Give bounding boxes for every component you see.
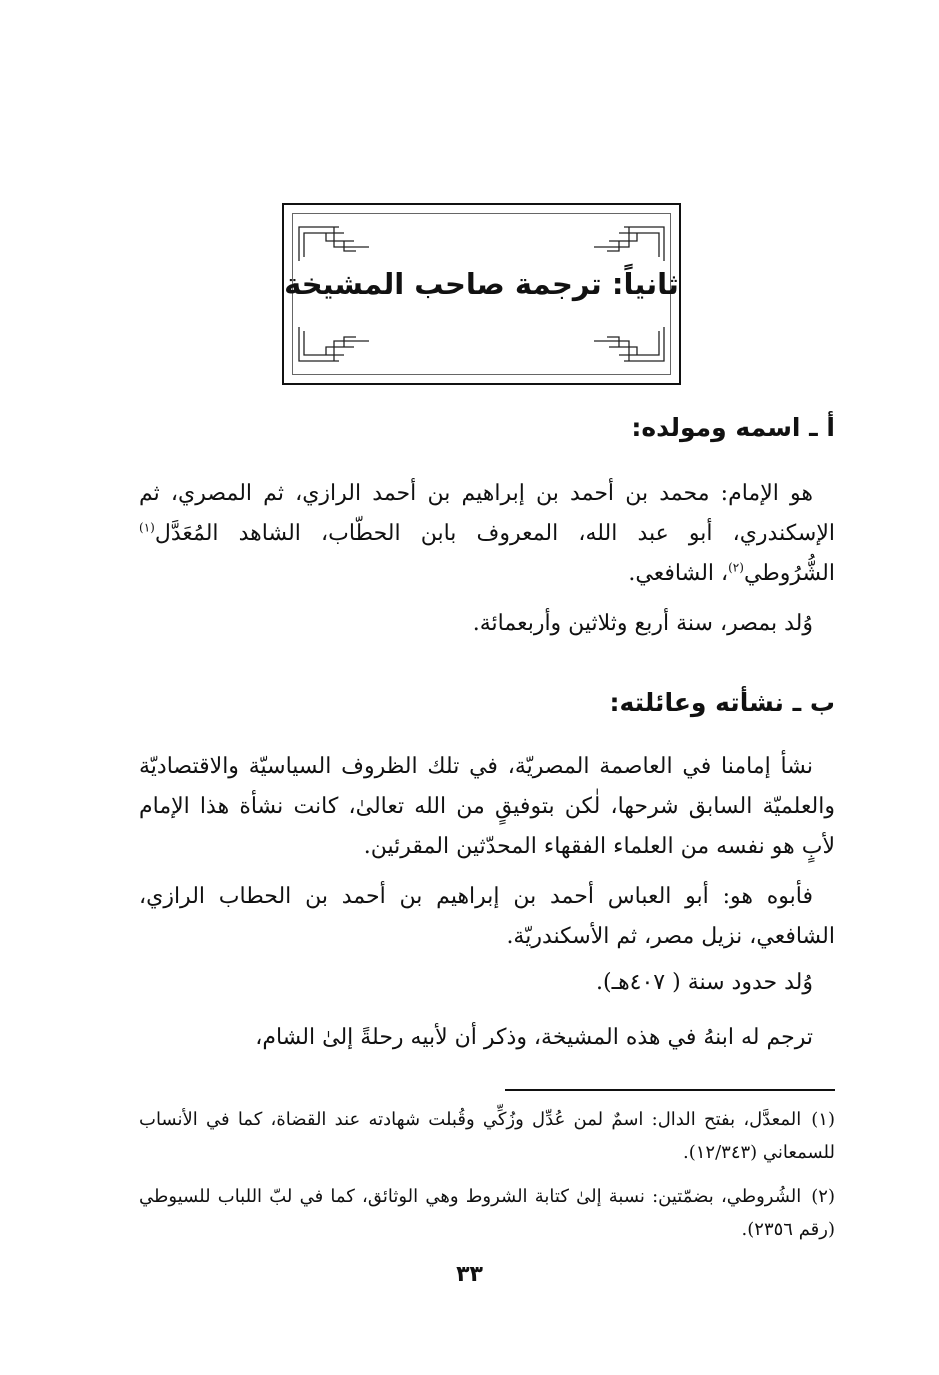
heading-name-and-birth: أ ـ اسمه ومولده:	[631, 413, 835, 442]
footnote-1-text: المعدَّل، بفتح الدال: اسمٌ لمن عُدِّل وزُكِّي وقُبلت شهادته عند القضاة، كما في الأنساب للسمعاني (١٢/٣٤٣).	[139, 1109, 835, 1163]
paragraph-name-text-1: هو الإمام: محمد بن أحمد بن إبراهيم بن أحمد الرازي، ثم المصري، ثم الإسكندري، أبو عبد الله، المعروف بابن الحطّاب، الشاهد المُعَدَّل	[139, 481, 835, 546]
paragraph-name-text-2: الشُّرُوطي	[743, 561, 835, 586]
footnote-ref-1[interactable]: (١)	[139, 520, 155, 535]
paragraph-upbringing: نشأ إمامنا في العاصمة المصريّة، في تلك الظروف السياسيّة والاقتصاديّة والعلميّة السابق شرحها، لٰكن بتوفيقٍ من الله تعالىٰ، كانت نشأة هذا الإمام لأبٍ هو نفسه من العلماء الفقهاء المحدّثين المقرئين.	[139, 754, 835, 859]
paragraph-biography: ترجم له ابنهُ في هذه المشيخة، وذكر أن لأبيه رحلةً إلىٰ الشام،	[255, 1025, 813, 1050]
paragraph-name	[139, 474, 835, 594]
heading-upbringing-and-family: ب ـ نشأته وعائلته:	[609, 688, 835, 717]
section-title-frame	[282, 203, 681, 385]
footnote-2-number: (٢)	[811, 1186, 835, 1207]
paragraph-birth: وُلد بمصر، سنة أربع وثلاثين وأربعمائة.	[472, 611, 813, 636]
footnote-2	[139, 1180, 835, 1246]
footnote-separator	[505, 1089, 835, 1091]
paragraph-father-birth: وُلد حدود سنة ( ٤٠٧هـ).	[596, 970, 813, 995]
footnote-ref-2[interactable]: (٢)	[728, 560, 744, 575]
page-number: ٣٣	[456, 1262, 483, 1287]
footnote-1	[139, 1103, 835, 1169]
footnote-2-text: الشُروطي، بضمّتين: نسبة إلىٰ كتابة الشروط وهي الوثائق، كما في لبّ اللباب للسيوطي (رقم ٢٣٥٦).	[139, 1186, 835, 1240]
paragraph-father: فأبوه هو: أبو العباس أحمد بن إبراهيم بن أحمد بن الحطاب الرازي، الشافعي، نزيل مصر، ثم الأسكندريّة.	[139, 884, 835, 949]
footnote-1-number: (١)	[811, 1109, 835, 1130]
section-title: ثانياً: ترجمة صاحب المشيخة	[284, 267, 679, 301]
paragraph-name-text-3: ، الشافعي.	[628, 561, 729, 586]
